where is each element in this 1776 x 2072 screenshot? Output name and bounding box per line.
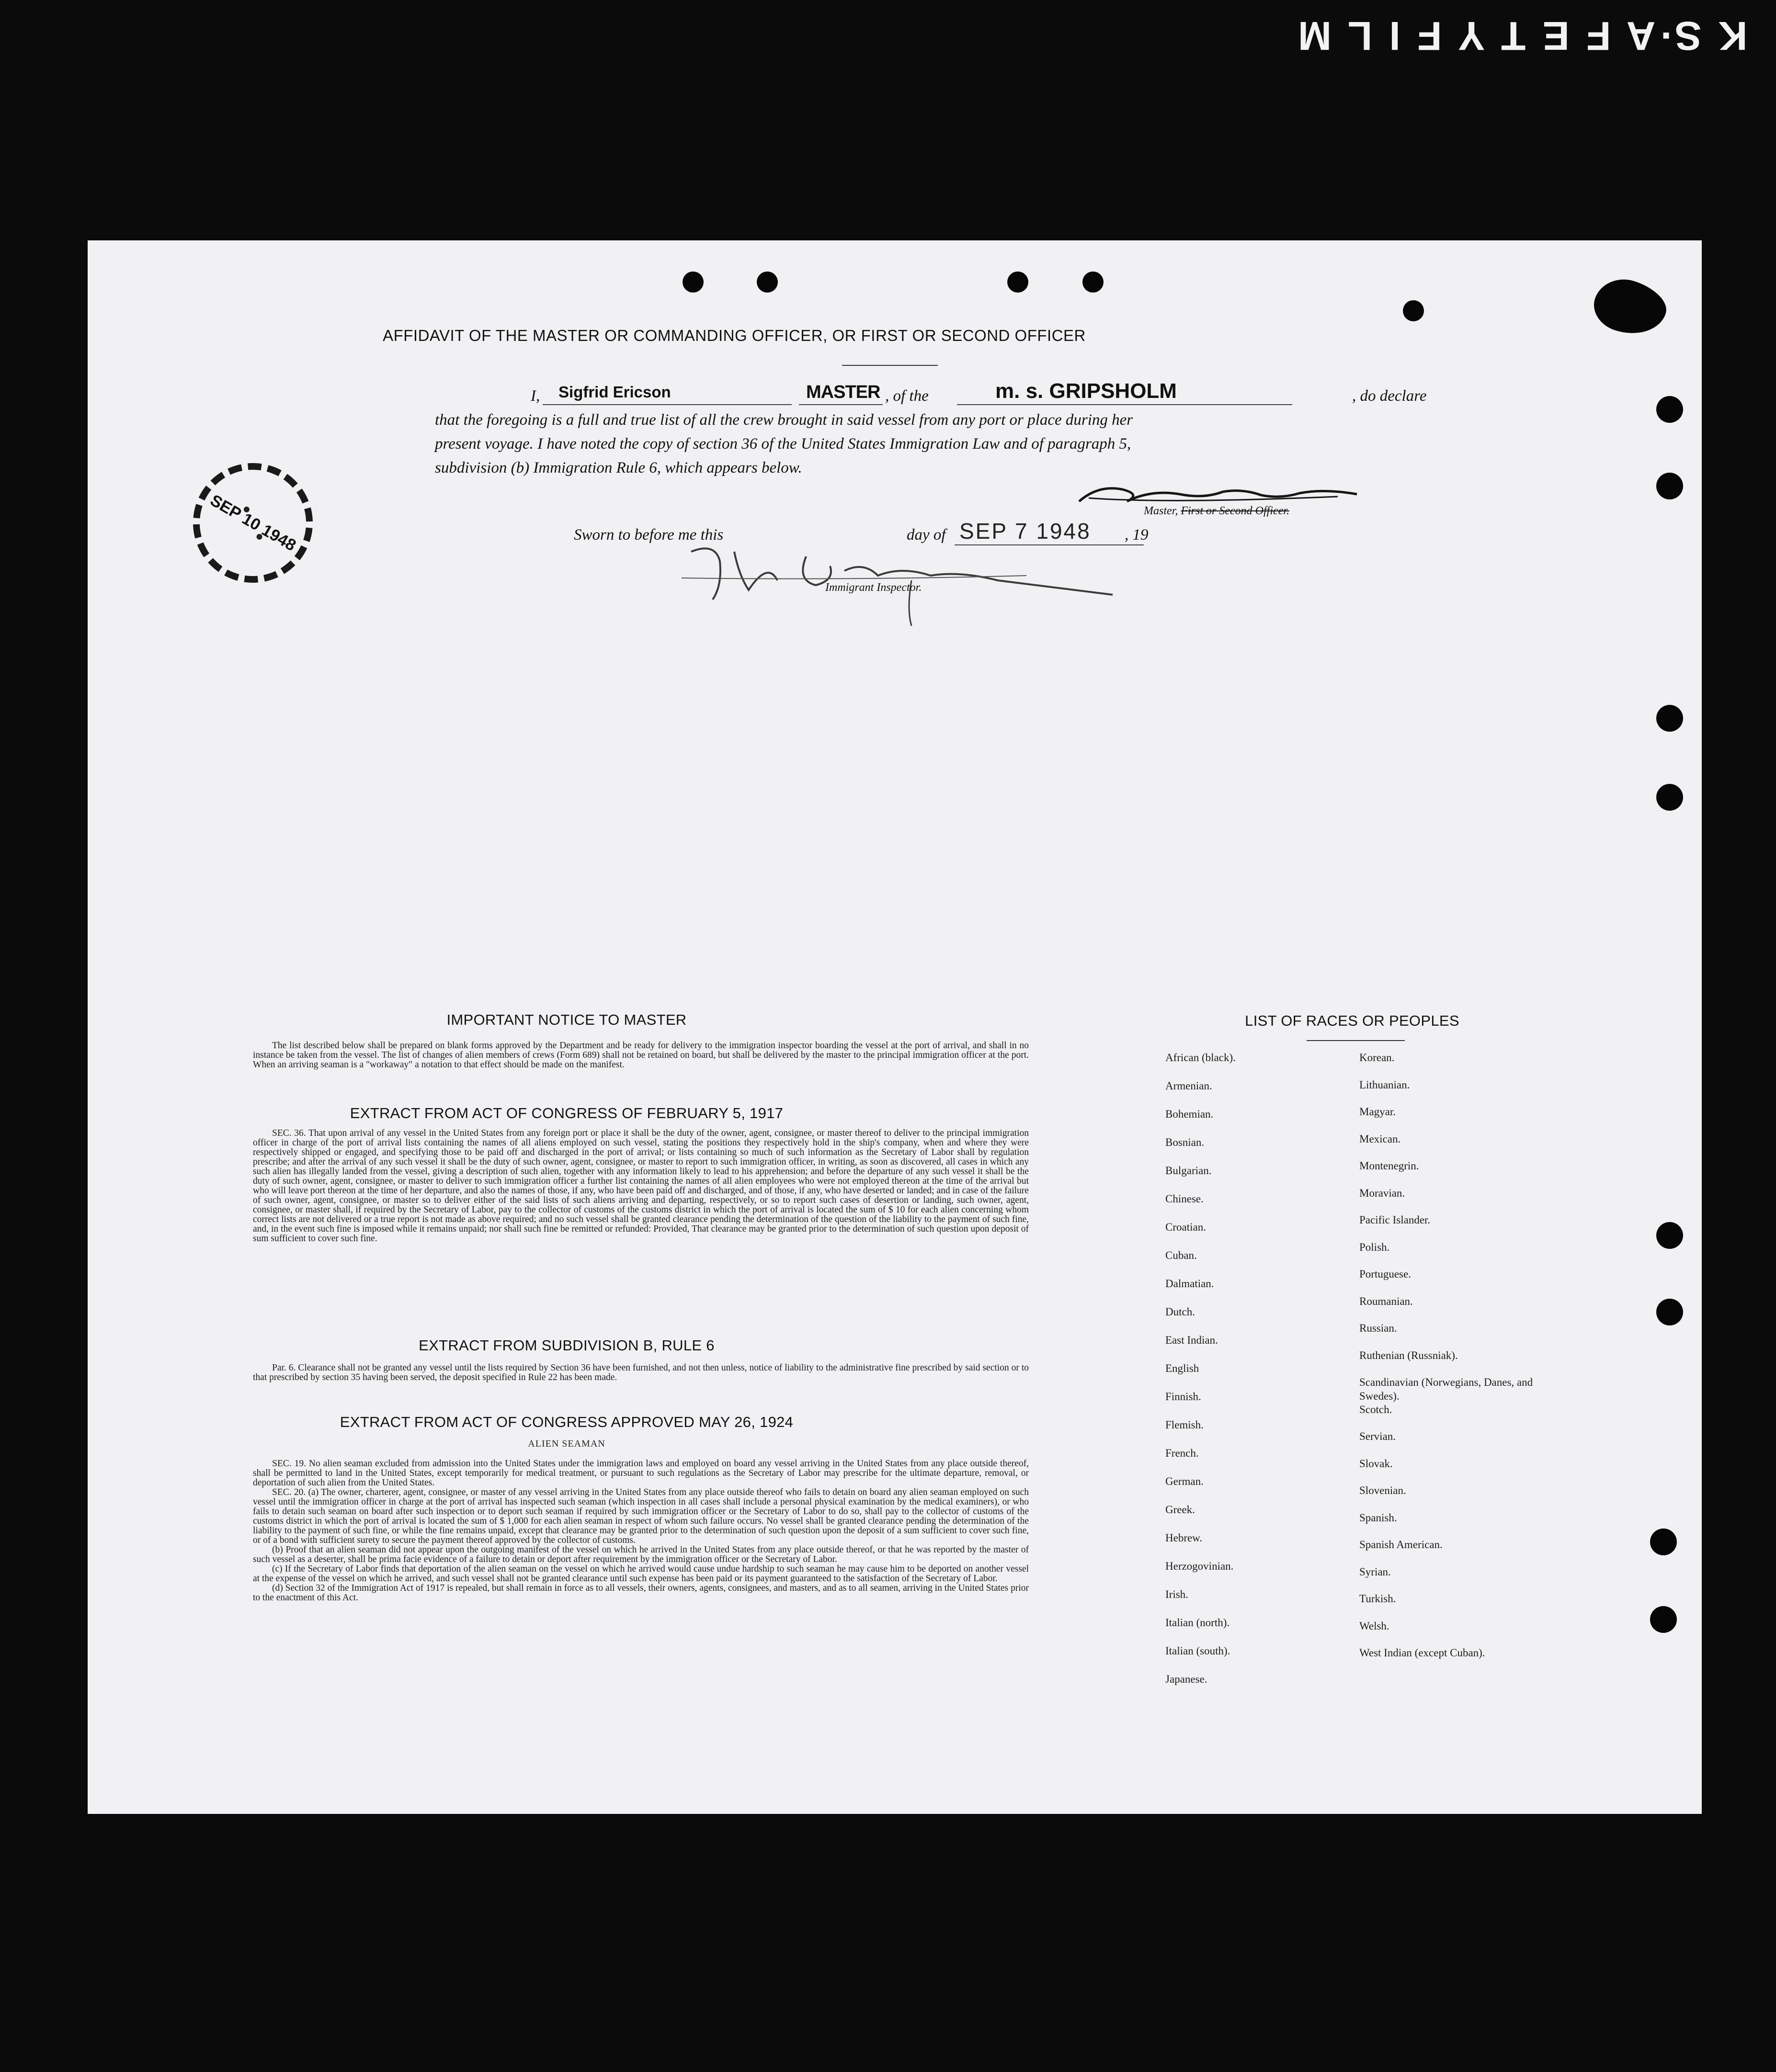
race-item: Turkish. <box>1359 1593 1396 1605</box>
race-item: Irish. <box>1165 1588 1188 1600</box>
race-item: Croatian. <box>1165 1221 1206 1233</box>
race-item: Spanish. <box>1359 1511 1397 1524</box>
extract-1924-title: EXTRACT FROM ACT OF CONGRESS APPROVED MAY 26, 1924 <box>340 1414 794 1430</box>
film-edge-text: K S·A F E T Y F I L M <box>1295 13 1747 59</box>
title-rule <box>842 365 938 366</box>
race-item: Japanese. <box>1165 1673 1207 1685</box>
race-item: Mexican. <box>1359 1132 1401 1145</box>
inspector-signature <box>662 532 1122 628</box>
race-item: African (black). <box>1165 1052 1236 1064</box>
vessel-underline <box>957 404 1292 405</box>
race-item: Scotch. <box>1359 1403 1392 1415</box>
day-of-label: day of <box>907 526 946 543</box>
extract-rule6-text <box>253 1363 1029 1382</box>
race-item: Cuban. <box>1165 1249 1197 1261</box>
race-item: Russian. <box>1359 1322 1397 1334</box>
race-item: Italian (south). <box>1165 1645 1230 1657</box>
sec-20a-paragraph: SEC. 20. (a) The owner, charterer, agent, consignee, or master of any vessel arriving in the United States from any place outside thereof who fails to detain on board any alien seaman employed on such vessel until the immigration officer in charge at the port of arrival has inspected such seaman (which inspection in all cases shall include a personal physical examination by the medical examiners), or who fails to detain such seaman on board after such inspection or to deport such seaman if required by such immigration officer or the Secretary of Labor to do so, shall pay to the collector of customs of the customs district in which the port of arrival is located the sum of $ 1,000 for each alien seaman in respect of whom such failure occurs. No vessel shall be granted clearance pending the determination of the liability to the payment of such fine, or while the fine remains unpaid, except that clearance may be granted prior to the determination of such question upon the deposit of a sum sufficient to cover such fine, or of a bond with sufficient surety to secure the payment thereof approved by the collector of customs. <box>253 1487 1029 1545</box>
race-item: Bohemian. <box>1165 1108 1214 1120</box>
race-item: Ruthenian (Russniak). <box>1359 1349 1458 1361</box>
declaration-line-4: subdivision (b) Immigration Rule 6, which appears below. <box>435 459 802 476</box>
inspector-caption: Immigrant Inspector. <box>825 581 922 594</box>
document-page <box>88 240 1702 1814</box>
race-item: Armenian. <box>1165 1080 1212 1092</box>
race-item: Lithuanian. <box>1359 1078 1410 1091</box>
race-item: Dutch. <box>1165 1306 1195 1318</box>
race-item: Spanish American. <box>1359 1539 1443 1551</box>
race-item: Finnish. <box>1165 1391 1201 1403</box>
rank-field: MASTER <box>806 382 880 402</box>
race-item: Magyar. <box>1359 1106 1396 1118</box>
alien-seaman-subtitle: ALIEN SEAMAN <box>528 1438 605 1449</box>
notice-text <box>253 1041 1029 1070</box>
race-item: Roumanian. <box>1359 1295 1413 1307</box>
race-item: Servian. <box>1359 1430 1396 1442</box>
race-item: Flemish. <box>1165 1419 1204 1431</box>
extract-1924-text <box>253 1459 1029 1603</box>
race-item: Pacific Islander. <box>1359 1214 1431 1226</box>
affidavit-title: AFFIDAVIT OF THE MASTER OR COMMANDING OFFICER, OR FIRST OR SECOND OFFICER <box>383 327 1086 344</box>
received-stamp <box>173 443 332 602</box>
race-item: Polish. <box>1359 1241 1390 1253</box>
race-item: Herzogovinian. <box>1165 1560 1234 1572</box>
race-item: English <box>1165 1362 1199 1374</box>
punch-hole-icon <box>1403 300 1424 321</box>
punch-hole-icon <box>757 272 778 293</box>
punch-hole-icon <box>1656 1222 1683 1249</box>
sworn-text: Sworn to before me this <box>574 526 724 543</box>
punch-hole-icon <box>683 272 704 293</box>
master-name: Sigfrid Ericson <box>558 383 671 401</box>
extract-1917-text <box>253 1129 1029 1244</box>
race-item: Italian (north). <box>1165 1617 1230 1629</box>
stamp-date: SEP 10 1948 <box>207 491 299 555</box>
races-right-column <box>1359 1051 1560 1673</box>
races-title: LIST OF RACES OR PEOPLES <box>1245 1012 1459 1029</box>
race-item: French. <box>1165 1447 1199 1459</box>
race-item: Welsh. <box>1359 1619 1389 1632</box>
punch-hole-icon <box>1082 272 1104 293</box>
master-signature-caption <box>1144 505 1289 518</box>
race-item: West Indian (except Cuban). <box>1359 1647 1485 1659</box>
race-item: German. <box>1165 1475 1204 1487</box>
section-36-paragraph: SEC. 36. That upon arrival of any vessel in the United States from any foreign port or place it shall be the duty of the owner, agent, consignee, or master thereof to deliver to the principal immigration officer in charge of the port of arrival lists containing the names of all aliens employed on such vessel, stating the positions they respectively hold in the ship's company, when and where they were respectively shipped or engaged, and specifying those to be paid off and discharged in the port of arrival; or lists containing so much of such information as the Secretary of Labor shall by regulation prescribe; and after the arrival of any such vessel it shall be the duty of such owner, agent, consignee, or master to report to such immigration officer, in writing, as soon as discovered, all cases in which any such alien has illegally landed from the vessel, giving a description of such alien, together with any information likely to lead to his apprehension; and before the departure of any such vessel it shall be the duty of such owner, agent, consignee, or master to deliver to such immigration officer a further list containing the names of all alien employees who were not employed thereon at the time of the arrival but who will leave port thereon at the time of her departure, and also the names of those, if any, who have been paid off and discharged, and of those, if any, who have deserted or landed; and in case of the failure of such owner, agent, consignee, or master so to deliver either of the said lists of such aliens arriving and departing, respectively, or so to report such cases of desertion or landing, such owner, agent, consignee, or master shall, if required by the Secretary of Labor, pay to the collector of customs of the customs district in which the port of arrival is located the sum of $ 10 for each alien concerning whom correct lists are not delivered or a true report is not made as above required; and no such vessel shall be granted clearance pending the determination of the question of the liability to the payment of such fine, and, in the event such fine is imposed while it remains unpaid; nor shall such fine be remitted or refunded: Provided, That clearance may be granted prior to the determination of such question upon deposit of sum sufficient to cover such fine. <box>253 1128 1029 1244</box>
declaration-line-2: that the foregoing is a full and true list of all the crew brought in said vessel from any port or place during her <box>435 411 1133 429</box>
notice-paragraph: The list described below shall be prepared on blank forms approved by the Department and be ready for delivery to the immigration inspector boarding the vessel at the port of arrival, and shall in no instance be taken from the vessel. The list of changes of alien members of crews (Form 689) shall not be retained on board, but shall be delivered by the master to the principal immigration officer at the port. When an arriving seaman is a "workaway" a notation to that effect should be made on the manifest. <box>253 1041 1029 1070</box>
races-left-column <box>1165 1051 1347 1700</box>
year-suffix: , 19 <box>1125 526 1149 543</box>
rule-6-paragraph: Par. 6. Clearance shall not be granted any vessel until the lists required by Section 36 have been furnished, and not then unless, notice of liability to the administrative fine prescribed by said section or to that prescribed by section 35 having been served, the deposit specified in Rule 22 has been made. <box>253 1363 1029 1382</box>
caption-officer: First or Second Officer. <box>1181 505 1289 517</box>
races-title-rule <box>1307 1040 1405 1041</box>
sec-20c-paragraph: (c) If the Secretary of Labor finds that deportation of the alien seaman on the vessel on which he arrived would cause undue hardship to such seaman he may cause him to be deported on another vessel at the expense of the vessel on which he arrived, and such vessel shall not be granted clearance until such expense has been paid or its payment guaranteed to the satisfaction of the Secretary of Labor. <box>253 1564 1029 1584</box>
race-item: Hebrew. <box>1165 1532 1203 1544</box>
ink-blot <box>1588 272 1673 344</box>
race-item: Korean. <box>1359 1052 1395 1064</box>
punch-hole-icon <box>1650 1606 1677 1633</box>
caption-master: Master, <box>1144 505 1178 517</box>
declaration-line-3: present voyage. I have noted the copy of section 36 of the United States Immigration Law and of paragraph 5, <box>435 435 1131 453</box>
punch-hole-icon <box>1656 705 1683 732</box>
race-item: Bulgarian. <box>1165 1165 1212 1177</box>
declaration-i: I, <box>531 387 540 405</box>
punch-hole-icon <box>1656 784 1683 811</box>
race-item: Dalmatian. <box>1165 1278 1214 1290</box>
film-edge-marking <box>1295 14 1747 57</box>
punch-hole-icon <box>1656 1299 1683 1325</box>
race-item: Bosnian. <box>1165 1136 1205 1148</box>
sec-20d-paragraph: (d) Section 32 of the Immigration Act of 1917 is repealed, but shall remain in force as to all vessels, their owners, agents, consignees, and masters, and as to all seamen, arriving in the United States prior to the enactment of this Act. <box>253 1583 1029 1603</box>
race-item: Portuguese. <box>1359 1268 1411 1280</box>
punch-hole-icon <box>1656 473 1683 499</box>
sec-19-paragraph: SEC. 19. No alien seaman excluded from admission into the United States under the immigration laws and employed on board any vessel arriving in the United States from any place outside thereof, shall be permitted to land in the United States, except temporarily for medical treatment, or pursuant to such regulations as the Secretary of Labor may prescribe for the ultimate departure, removal, or deportation of such alien from the United States. <box>253 1459 1029 1488</box>
race-item: Greek. <box>1165 1504 1195 1516</box>
notice-title: IMPORTANT NOTICE TO MASTER <box>446 1011 687 1028</box>
punch-hole-icon <box>1656 396 1683 423</box>
of-the-label: , of the <box>885 387 929 405</box>
race-item: Montenegrin. <box>1359 1160 1419 1172</box>
punch-hole-icon <box>1007 272 1028 293</box>
name-underline <box>543 404 792 405</box>
declaration-line-1 <box>435 379 1450 408</box>
race-item: Syrian. <box>1359 1565 1391 1578</box>
vessel-name: m. s. GRIPSHOLM <box>995 379 1177 403</box>
race-item: Chinese. <box>1165 1193 1204 1205</box>
declare-label: , do declare <box>1352 387 1427 405</box>
punch-hole-icon <box>1650 1529 1677 1555</box>
race-item: Slovak. <box>1359 1457 1393 1470</box>
race-item: Moravian. <box>1359 1187 1405 1199</box>
rank-underline <box>799 404 883 405</box>
race-item: East Indian. <box>1165 1334 1218 1346</box>
race-item: Scandinavian (Norwegians, Danes, and Swedes). <box>1359 1376 1533 1402</box>
extract-1917-title: EXTRACT FROM ACT OF CONGRESS OF FEBRUARY 5, 1917 <box>350 1105 784 1121</box>
race-item: Slovenian. <box>1359 1484 1406 1496</box>
extract-rule6-title: EXTRACT FROM SUBDIVISION B, RULE 6 <box>419 1337 715 1354</box>
sec-20b-paragraph: (b) Proof that an alien seaman did not appear upon the outgoing manifest of the vessel on which he arrived in the United States from any place outside thereof, or that he was reported by the master of such vessel as a deserter, shall be prima facie evidence of a failure to detain or deport after requirement by the immigration officer or the Secretary of Labor. <box>253 1545 1029 1564</box>
sworn-date-stamp: SEP 7 1948 <box>959 519 1091 543</box>
